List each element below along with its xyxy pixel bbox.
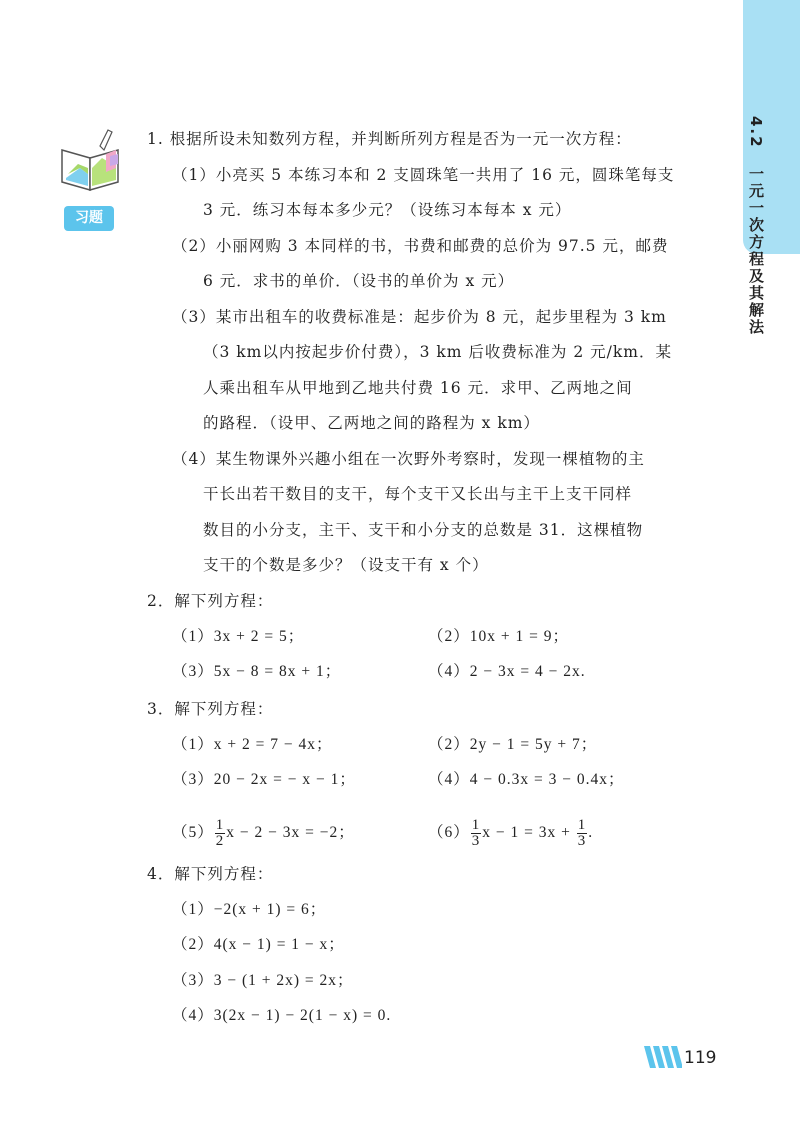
q4-item4: （4）3(2x − 1) − 2(1 − x) = 0.: [172, 1007, 392, 1024]
q1-part3-line3: 人乘出租车从甲地到乙地共付费 16 元．求甲、乙两地之间: [203, 379, 633, 397]
q3-item6-end: .: [588, 824, 594, 842]
fraction-denominator: 2: [215, 833, 225, 849]
q1-part4-line2: 干长出若干数目的支干，每个支干又长出与主干上支干同样: [203, 485, 633, 503]
q3-item1: （1）x + 2 = 7 − 4x；: [172, 736, 333, 753]
q3-item2: （2）2y − 1 = 5y + 7；: [428, 736, 598, 753]
page-number: 119: [684, 1048, 717, 1068]
fraction-numerator: 1: [577, 817, 587, 833]
q2-item1: （1）3x + 2 = 5；: [172, 628, 305, 645]
fraction-denominator: 3: [577, 833, 587, 849]
q4-stem: 4．解下列方程：: [147, 865, 274, 883]
fraction-numerator: 1: [215, 817, 225, 833]
chapter-tab-inner: [4, 0, 57, 248]
q1-part1-line1: （1）小亮买 5 本练习本和 2 支圆珠笔一共用了 16 元，圆珠笔每支: [172, 166, 675, 184]
q3-item6-mid: x − 1 = 3x +: [482, 824, 576, 842]
q1-part1-line2: 3 元．练习本每本多少元？（设练习本每本 x 元）: [203, 201, 572, 219]
q3-item6: [428, 818, 593, 849]
q3-item5-rest: x − 2 − 3x = −2；: [226, 824, 355, 842]
q3-item5-label: （5）: [172, 824, 214, 842]
fraction-one-third-2: [577, 818, 588, 849]
q1-part4-line1: （4）某生物课外兴趣小组在一次野外考察时，发现一棵植物的主: [172, 450, 645, 468]
fraction-one-third: [471, 818, 482, 849]
fraction-one-half: [215, 818, 226, 849]
q2-stem: 2．解下列方程：: [147, 592, 274, 610]
exercise-badge: 习题: [64, 206, 114, 231]
q4-item3: （3）3 − (1 + 2x) = 2x；: [172, 972, 354, 989]
q1-part4-line4: 支干的个数是多少？（设支干有 x 个）: [203, 556, 489, 574]
q1-part3-line1: （3）某市出租车的收费标准是：起步价为 8 元，起步里程为 3 km: [172, 308, 667, 326]
fraction-denominator: 3: [471, 833, 481, 849]
q3-item5: [172, 818, 355, 849]
q3-item6-label: （6）: [428, 824, 470, 842]
q1-stem: 1. 根据所设未知数列方程，并判断所列方程是否为一元一次方程：: [147, 130, 632, 148]
q1-part4-line3: 数目的小分支，主干、支干和小分支的总数是 31．这棵植物: [203, 521, 644, 539]
q1-part3-line2: （3 km以内按起步价付费），3 km 后收费标准为 2 元/km．某: [203, 343, 672, 361]
q3-item4: （4）4 − 0.3x = 3 − 0.4x；: [428, 771, 625, 788]
q1-part3-line4: 的路程．（设甲、乙两地之间的路程为 x km）: [203, 414, 540, 432]
exercise-book-icon: [60, 128, 122, 194]
q4-item1: （1）−2(x + 1) = 6；: [172, 901, 327, 918]
q3-stem: 3．解下列方程：: [147, 700, 274, 718]
q1-part2-line1: （2）小丽网购 3 本同样的书，书费和邮费的总价为 97.5 元，邮费: [172, 237, 669, 255]
q3-item3: （3）20 − 2x = − x − 1；: [172, 771, 356, 788]
page-stripes-icon: [644, 1046, 682, 1068]
q2-item2: （2）10x + 1 = 9；: [428, 628, 569, 645]
q1-part2-line2: 6 元．求书的单价．（设书的单价为 x 元）: [203, 272, 515, 290]
chapter-title: 4.2 一元一次方程及其解法: [747, 116, 765, 336]
fraction-numerator: 1: [471, 817, 481, 833]
q4-item2: （2）4(x − 1) = 1 − x；: [172, 936, 345, 953]
q2-item4: （4）2 − 3x = 4 − 2x.: [428, 663, 586, 680]
q2-item3: （3）5x − 8 = 8x + 1；: [172, 663, 342, 680]
